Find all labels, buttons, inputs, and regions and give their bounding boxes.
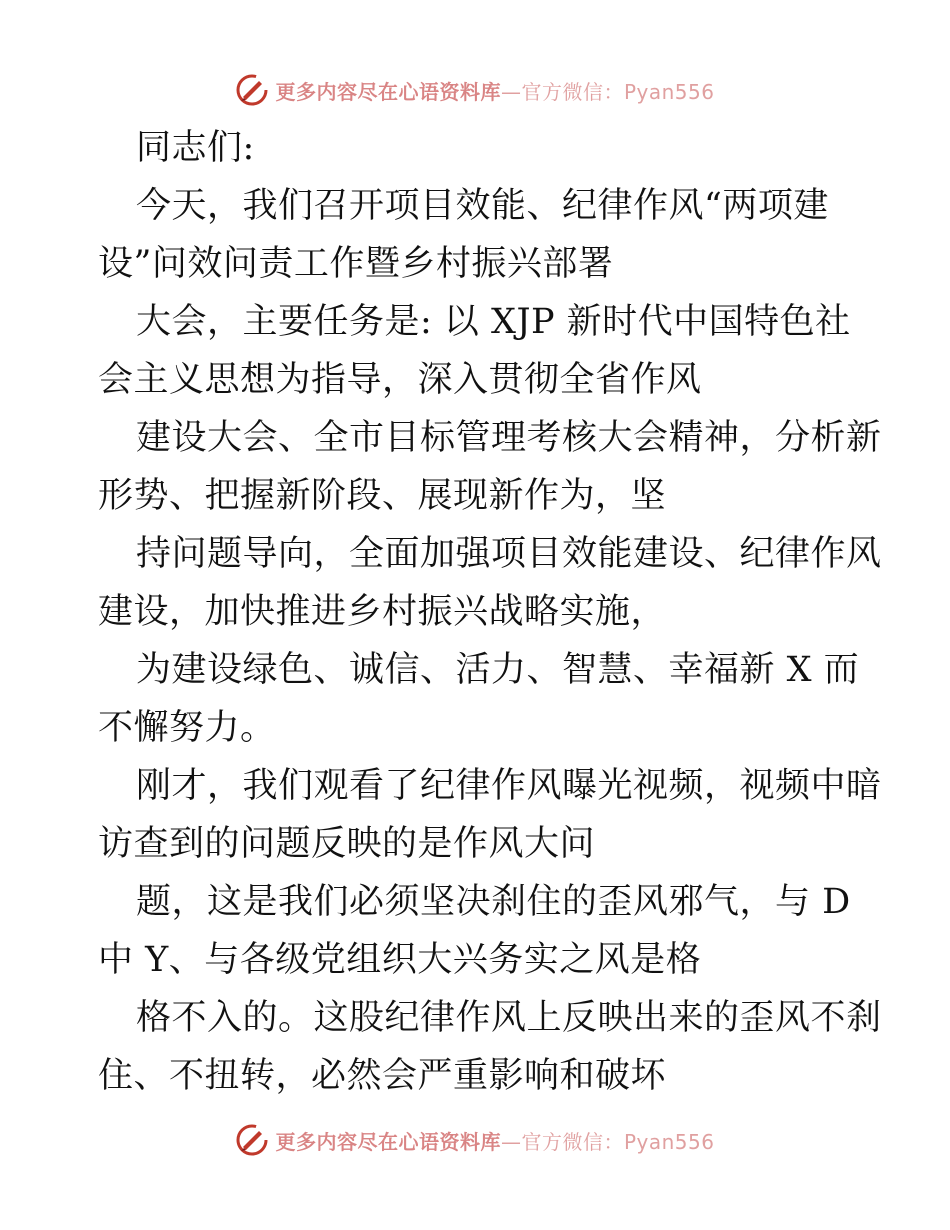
paragraph-line: 访查到的问题反映的是作风大问 <box>98 824 596 864</box>
banner-dash: — <box>500 1129 522 1154</box>
banner-suffix-text: 官方微信：Pyan556 <box>521 79 715 104</box>
paragraph-line: 建设，加快推进乡村振兴战略实施， <box>98 592 667 632</box>
brush-pen-logo-icon <box>235 73 269 107</box>
brush-pen-logo-icon <box>235 1123 269 1157</box>
paragraph-line: 为建设绿色、诚信、活力、智慧、幸福新 X 而 <box>136 650 860 690</box>
paragraph-line: 不懈努力。 <box>98 708 276 748</box>
paragraph-line: 中 Y、与各级党组织大兴务实之风是格 <box>98 940 702 980</box>
paragraph-line: 同志们: <box>136 128 255 168</box>
paragraph-line: 格不入的。这股纪律作风上反映出来的歪风不刹 <box>136 998 882 1038</box>
paragraph-line: 建设大会、全市目标管理考核大会精神，分析新 <box>136 418 882 458</box>
paragraph-line: 持问题导向，全面加强项目效能建设、纪律作风 <box>136 534 882 574</box>
paragraph-line: 会主义思想为指导，深入贯彻全省作风 <box>98 360 702 400</box>
paragraph-line: 题，这是我们必须坚决刹住的歪风邪气，与 D <box>136 882 851 922</box>
banner-text <box>275 1126 714 1155</box>
banner-main-text: 更多内容尽在心语资料库 <box>275 79 501 104</box>
paragraph-line: 今天，我们召开项目效能、纪律作风“两项建 <box>136 186 829 226</box>
paragraph-line: 刚才，我们观看了纪律作风曝光视频，视频中暗 <box>136 766 882 806</box>
paragraph-line: 住、不扭转，必然会严重影响和破坏 <box>98 1056 667 1096</box>
banner-dash: — <box>500 79 522 104</box>
footer-watermark-banner <box>0 1120 950 1160</box>
banner-suffix-text: 官方微信：Pyan556 <box>521 1129 715 1154</box>
banner-text <box>275 76 714 105</box>
paragraph-line: 设”问效问责工作暨乡村振兴部署 <box>98 244 614 284</box>
banner-main-text: 更多内容尽在心语资料库 <box>275 1129 501 1154</box>
paragraph-line: 大会，主要任务是: 以 XJP 新时代中国特色社 <box>136 302 851 342</box>
header-watermark-banner <box>0 70 950 110</box>
paragraph-line: 形势、把握新阶段、展现新作为，坚 <box>98 476 667 516</box>
